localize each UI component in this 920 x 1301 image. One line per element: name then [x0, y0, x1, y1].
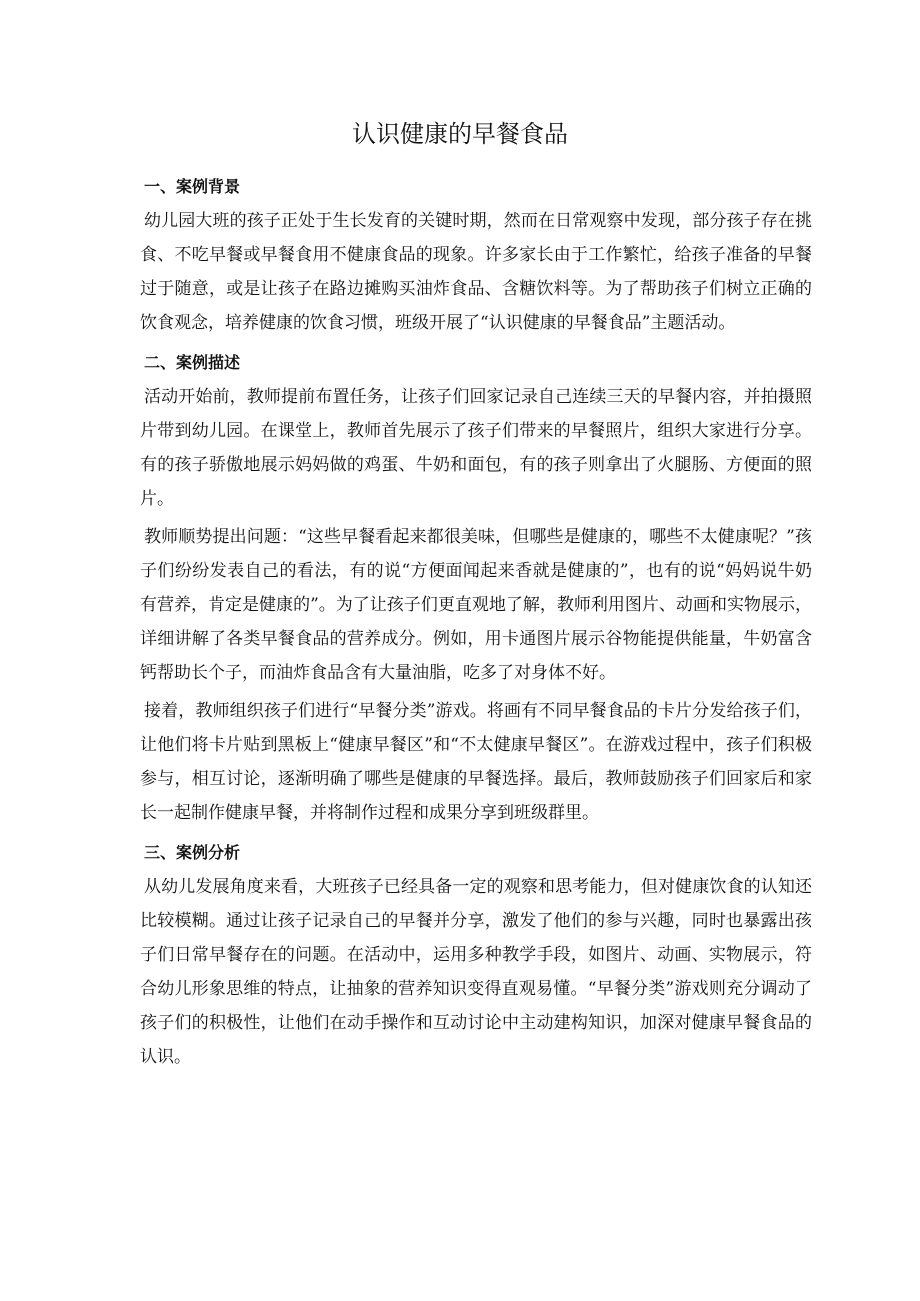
section-description — [140, 346, 812, 830]
section-background — [140, 170, 812, 340]
section-heading: 一、案例背景 — [144, 177, 241, 196]
paragraph: 活动开始前，教师提前布置任务，让孩子们回家记录自己连续三天的早餐内容，并拍摄照片带到幼儿园。在课堂上，教师首先展示了孩子们带来的早餐照片，组织大家进行分享。有的孩子骄傲地展示妈妈做的鸡蛋、牛奶和面包，有的孩子则拿出了火腿肠、方便面的照片。 — [140, 387, 812, 509]
paragraph: 从幼儿发展角度来看，大班孩子已经具备一定的观察和思考能力，但对健康饮食的认知还比较模糊。通过让孩子记录自己的早餐并分享，激发了他们的参与兴趣，同时也暴露出孩子们日常早餐存在的问题。在活动中，运用多种教学手段，如图片、动画、实物展示，符合幼儿形象思维的特点，让抽象的营养知识变得直观易懂。“早餐分类”游戏则充分调动了孩子们的积极性，让他们在动手操作和互动讨论中主动建构知识，加深对健康早餐食品的认识。 — [140, 877, 812, 1067]
paragraph: 幼儿园大班的孩子正处于生长发育的关键时期，然而在日常观察中发现，部分孩子存在挑食、不吃早餐或早餐食用不健康食品的现象。许多家长由于工作繁忙，给孩子准备的早餐过于随意，或是让孩子在路边摊购买油炸食品、含糖饮料等。为了帮助孩子们树立正确的饮食观念，培养健康的饮食习惯，班级开展了“认识健康的早餐食品”主题活动。 — [140, 211, 812, 333]
document-title: 认识健康的早餐食品 — [352, 120, 568, 148]
section-heading: 三、案例分析 — [144, 843, 241, 862]
section-analysis — [140, 836, 812, 1074]
paragraph: 接着，教师组织孩子们进行“早餐分类”游戏。将画有不同早餐食品的卡片分发给孩子们，让他们将卡片贴到黑板上“健康早餐区”和“不太健康早餐区”。在游戏过程中，孩子们积极参与，相互讨论，逐渐明确了哪些是健康的早餐选择。最后，教师鼓励孩子们回家后和家长一起制作健康早餐，并将制作过程和成果分享到班级群里。 — [140, 701, 812, 823]
document-body — [140, 170, 812, 1074]
section-heading: 二、案例描述 — [144, 353, 241, 372]
paragraph: 教师顺势提出问题：“这些早餐看起来都很美味，但哪些是健康的，哪些不太健康呢？”孩子们纷纷发表自己的看法，有的说“方便面闻起来香就是健康的”，也有的说“妈妈说牛奶有营养，肯定是健康的”。为了让孩子们更直观地了解，教师利用图片、动画和实物展示，详细讲解了各类早餐食品的营养成分。例如，用卡通图片展示谷物能提供能量，牛奶富含钙帮助长个子，而油炸食品含有大量油脂，吃多了对身体不好。 — [140, 527, 812, 683]
